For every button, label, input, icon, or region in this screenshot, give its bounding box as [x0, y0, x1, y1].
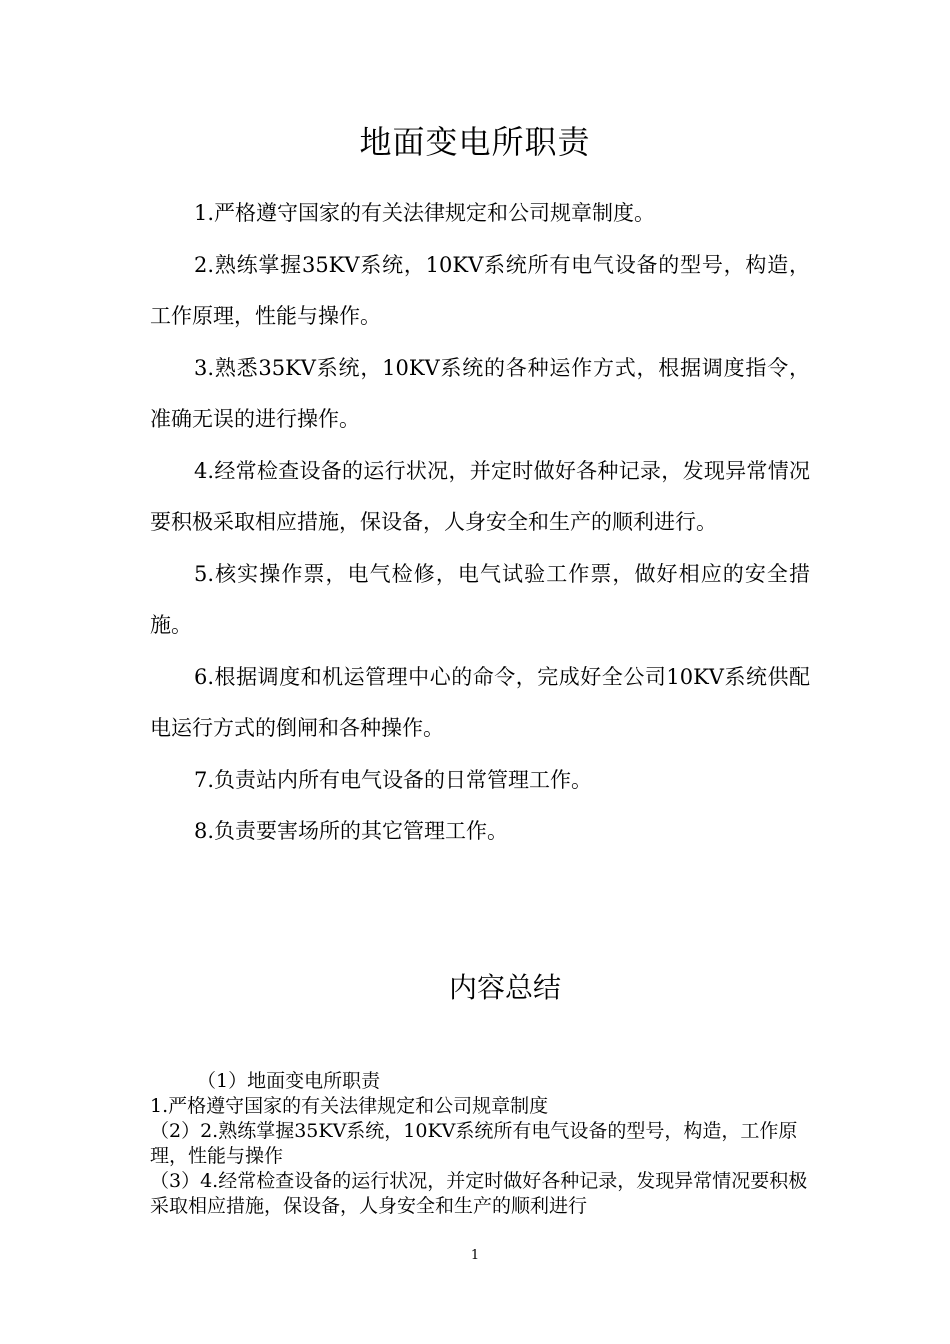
summary-line-3: （2）2.熟练掌握35KV系统，10KV系统所有电气设备的型号，构造，工作原理，性能与操作 — [150, 1120, 798, 1167]
paragraph-6: 6.根据调度和机运管理中心的命令，完成好全公司10KV系统供配电运行方式的倒闸和各种操作。 — [150, 664, 810, 740]
paragraph-7: 7.负责站内所有电气设备的日常管理工作。 — [194, 767, 593, 792]
paragraph-5: 5.核实操作票，电气检修，电气试验工作票，做好相应的安全措施。 — [150, 561, 810, 637]
paragraph-8: 8.负责要害场所的其它管理工作。 — [194, 819, 509, 843]
paragraph-1: 1.严格遵守国家的有关法律规定和公司规章制度。 — [194, 201, 656, 225]
summary-line-1: （1）地面变电所职责 — [197, 1070, 381, 1092]
summary-section — [150, 1069, 810, 1219]
summary-line-4: （3）4.经常检查设备的运行状况，并定时做好各种记录，发现异常情况要积极采取相应措施，保设备，人身安全和生产的顺利进行 — [150, 1170, 808, 1217]
paragraph-3: 3.熟悉35KV系统，10KV系统的各种运作方式，根据调度指令，准确无误的进行操作。 — [150, 355, 810, 431]
summary-title: 内容总结 — [448, 971, 561, 1004]
summary-line-2: 1.严格遵守国家的有关法律规定和公司规章制度 — [150, 1095, 549, 1117]
document-title: 地面变电所职责 — [359, 123, 591, 161]
page-number: 1 — [470, 1248, 480, 1263]
paragraph-4: 4.经常检查设备的运行状况，并定时做好各种记录，发现异常情况要积极采取相应措施，保设备，人身安全和生产的顺利进行。 — [150, 458, 810, 534]
paragraph-2: 2.熟练掌握35KV系统，10KV系统所有电气设备的型号，构造，工作原理，性能与操作。 — [150, 252, 810, 328]
document-body — [150, 188, 810, 858]
